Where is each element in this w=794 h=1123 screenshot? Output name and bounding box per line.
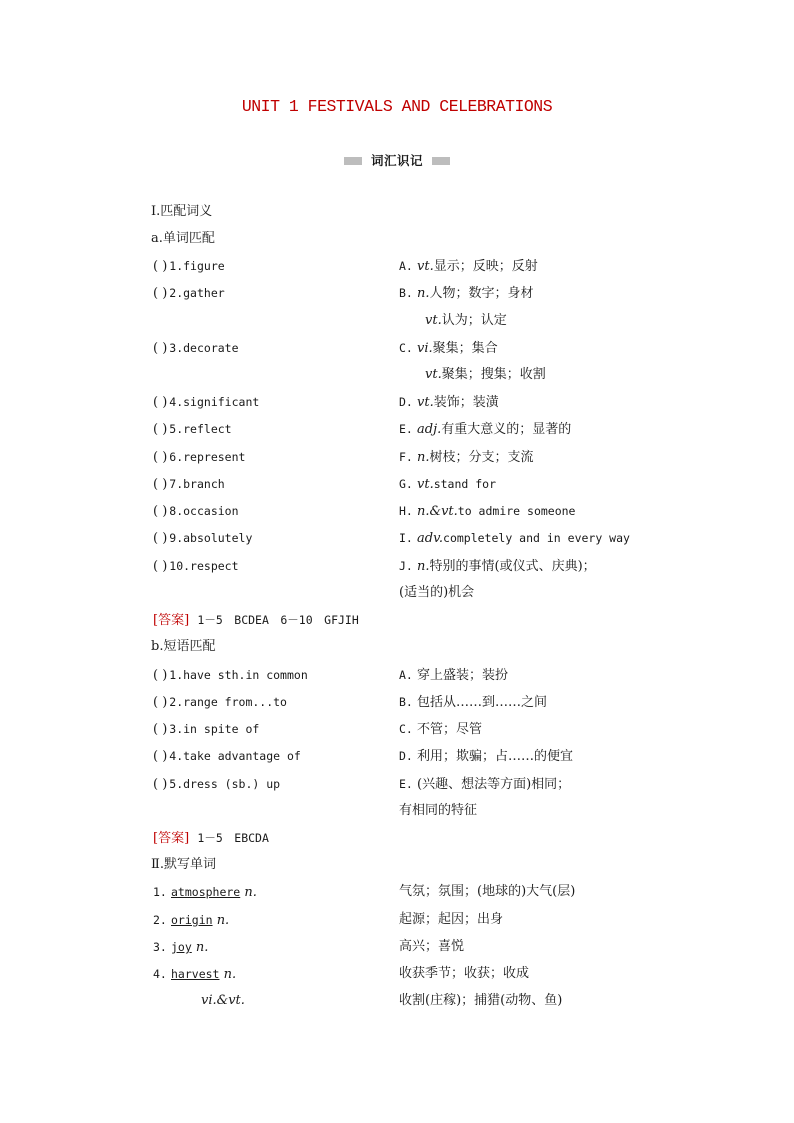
word-row: ( ) 7.branch (153, 477, 225, 492)
phrase-row: ( ) 5.dress (sb.) up (153, 777, 281, 792)
option-item: vt.认为；认定 (425, 313, 507, 328)
word-row: ( ) 5.reflect (153, 422, 232, 437)
phrase-item: 4.take advantage of (169, 749, 301, 763)
answer-value: 1－5 BCDEA 6－10 GFJIH (197, 613, 359, 627)
vocab-word: atmosphere (171, 885, 241, 899)
answer-line (153, 612, 359, 629)
answer-tag: [答案] (153, 613, 190, 628)
word-item: 7.branch (169, 477, 225, 491)
option-item: G. vt.stand for (399, 477, 497, 492)
vocab-item: vi.&vt. (201, 993, 245, 1008)
section-banner (344, 153, 450, 169)
option-item: E. adj.有重大意义的；显著的 (399, 422, 572, 437)
vocab-word: origin (171, 913, 213, 927)
phrase-row: ( ) 1.have sth.in common (153, 668, 308, 683)
word-row: ( ) 2.gather (153, 286, 225, 301)
phrase-option: C. 不管；尽管 (399, 722, 483, 737)
vocab-item: 2. origin n. (153, 913, 230, 928)
word-item: 6.represent (169, 450, 246, 464)
word-row: ( ) 6.represent (153, 450, 246, 465)
option-item: (适当的)机会 (399, 585, 475, 600)
vocab-item: 1. atmosphere n. (153, 885, 257, 900)
answer-value: 1－5 EBCDA (197, 831, 269, 845)
vocab-item: 4. harvest n. (153, 967, 237, 982)
phrase-item: 2.range from...to (169, 695, 287, 709)
partB-heading: b.短语匹配 (151, 639, 216, 654)
word-item: 10.respect (169, 559, 239, 573)
option-item: vt.聚集；搜集；收割 (425, 367, 546, 382)
word-item: 9.absolutely (169, 531, 253, 545)
option-item: H. n.&vt.to admire someone (399, 504, 576, 519)
phrase-row: ( ) 2.range from...to (153, 695, 287, 710)
phrase-row: ( ) 3.in spite of (153, 722, 260, 737)
vocab-meaning: 高兴；喜悦 (399, 939, 465, 954)
word-row: ( ) 8.occasion (153, 504, 239, 519)
banner-label: 词汇识记 (362, 153, 432, 169)
section2-heading: Ⅱ.默写单词 (151, 857, 216, 872)
word-item: 4.significant (169, 395, 260, 409)
vocab-item: 3. joy n. (153, 940, 209, 955)
word-item: 8.occasion (169, 504, 239, 518)
word-row: ( ) 10.respect (153, 559, 239, 574)
option-item: C. vi.聚集；集合 (399, 341, 498, 356)
page-title: UNIT 1 FESTIVALS AND CELEBRATIONS (241, 97, 553, 116)
vocab-word: joy (171, 940, 192, 954)
phrase-option: 有相同的特征 (399, 803, 478, 818)
word-item: 2.gather (169, 286, 225, 300)
phrase-option: E. (兴趣、想法等方面)相同； (399, 777, 571, 792)
vocab-meaning: 起源；起因；出身 (399, 912, 504, 927)
partA-heading: a.单词匹配 (151, 231, 215, 246)
word-row: ( ) 4.significant (153, 395, 260, 410)
word-row: ( ) 1.figure (153, 259, 225, 274)
answer-tag: [答案] (153, 831, 190, 846)
vocab-word: harvest (171, 967, 220, 981)
option-item: F. n.树枝；分支；支流 (399, 450, 534, 465)
word-item: 1.figure (169, 259, 225, 273)
option-item: A. vt.显示；反映；反射 (399, 259, 538, 274)
answer-line (153, 830, 269, 847)
word-row: ( ) 9.absolutely (153, 531, 253, 546)
word-item: 5.reflect (169, 422, 232, 436)
option-item: J. n.特别的事情(或仪式、庆典)； (399, 559, 596, 574)
phrase-option: B. 包括从……到……之间 (399, 695, 548, 710)
section1-heading: Ⅰ.匹配词义 (151, 204, 213, 219)
phrase-item: 1.have sth.in common (169, 668, 308, 682)
word-row: ( ) 3.decorate (153, 341, 239, 356)
phrase-item: 3.in spite of (169, 722, 260, 736)
vocab-meaning: 气氛；氛围；(地球的)大气(层) (399, 884, 576, 899)
option-item: D. vt.装饰；装潢 (399, 395, 499, 410)
vocab-meaning: 收割(庄稼)；捕猎(动物、鱼) (399, 993, 563, 1008)
phrase-option: D. 利用；欺骗；占……的便宜 (399, 749, 574, 764)
option-item: B. n.人物；数字；身材 (399, 286, 534, 301)
vocab-meaning: 收获季节；收获；收成 (399, 966, 530, 981)
phrase-item: 5.dress (sb.) up (169, 777, 281, 791)
word-item: 3.decorate (169, 341, 239, 355)
phrase-row: ( ) 4.take advantage of (153, 749, 301, 764)
phrase-option: A. 穿上盛装；装扮 (399, 668, 509, 683)
option-item: I. adv.completely and in every way (399, 531, 630, 546)
